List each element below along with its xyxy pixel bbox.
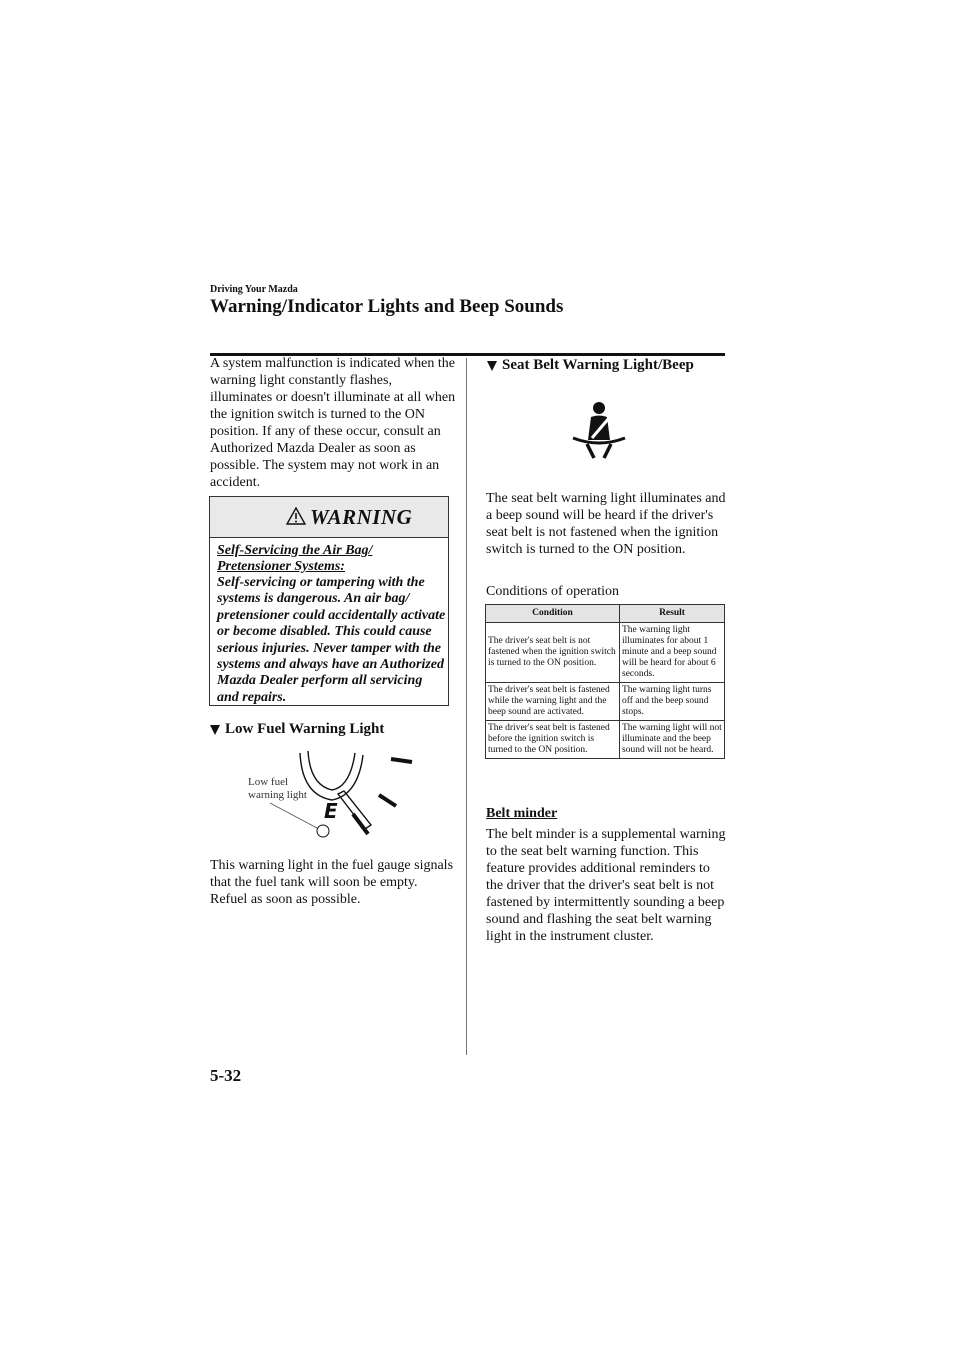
- low-fuel-heading: [210, 721, 384, 738]
- page-number: 5-32: [210, 1066, 242, 1085]
- fuel-callout-label: [248, 776, 307, 802]
- warning-triangle-icon: [286, 507, 306, 525]
- seat-belt-heading-text: Seat Belt Warning Light/Beep: [502, 357, 694, 373]
- table-cell-result: The warning light turns off and the beep sound stops.: [620, 683, 725, 721]
- belt-minder-heading: Belt minder: [486, 806, 558, 821]
- table-cell-result: The warning light will not illuminate and the beep sound will not be heard.: [620, 721, 725, 759]
- warning-subheading: Self-Servicing the Air Bag/ Pretensioner Systems:: [217, 543, 373, 574]
- warning-label: WARNING: [310, 505, 413, 529]
- table-row: [486, 623, 725, 683]
- table-cell-condition: The driver's seat belt is fastened while the warning light and the beep sound are activated.: [486, 683, 620, 721]
- fuel-callout-line2: warning light: [248, 789, 307, 801]
- table-header-condition: Condition: [486, 605, 620, 623]
- malfunction-paragraph: A system malfunction is indicated when the warning light constantly flashes, illuminates or doesn't illuminate at all when the ignition switch is turned to the ON position. If any of these occur, consult an Authorized Mazda Dealer as soon as possible. The system may not work in an accident.: [210, 356, 456, 490]
- column-divider: [466, 358, 467, 1055]
- belt-minder-text: The belt minder is a supplemental warning to the seat belt warning function. This feature provides additional reminders to the driver that the driver's seat belt is not fastened by intermittently sounding a beep sound and flashing the seat belt warning light in the instrument cluster.: [486, 827, 726, 944]
- low-fuel-text-line2: Refuel as soon as possible.: [210, 892, 361, 907]
- seat-belt-heading: [487, 357, 694, 374]
- table-header-result: Result: [620, 605, 725, 623]
- fuel-callout-line1: Low fuel: [248, 776, 289, 788]
- section-triangle-icon: [210, 725, 220, 735]
- conditions-label: Conditions of operation: [486, 584, 619, 599]
- table-row: [486, 683, 725, 721]
- table-header-row: [486, 605, 725, 623]
- page-title: Warning/Indicator Lights and Beep Sounds: [210, 296, 564, 317]
- low-fuel-text: [210, 857, 456, 908]
- low-fuel-heading-text: Low Fuel Warning Light: [225, 721, 385, 737]
- warning-box: [209, 496, 449, 706]
- section-triangle-icon: [487, 361, 497, 371]
- warning-body: Self-servicing or tampering with the systems is dangerous. An air bag/ pretensioner could accidentally activate or become disabled. This could cause serious injuries. Never tamper with the systems and always have an Authorized Mazda Dealer perform all servicing and repairs.: [217, 575, 446, 705]
- seat-belt-text: The seat belt warning light illuminates and a beep sound will be heard if the driver's seat belt is not fastened when the ignition switch is turned to the ON position.: [486, 491, 726, 557]
- warning-header: [210, 497, 448, 538]
- gauge-empty-letter: E: [324, 799, 338, 823]
- conditions-table: [485, 604, 725, 759]
- table-cell-result: The warning light illuminates for about 1 minute and a beep sound will be heard for about 6 seconds.: [620, 623, 725, 683]
- low-fuel-text-line1: This warning light in the fuel gauge signals that the fuel tank will soon be empty.: [210, 858, 454, 890]
- section-label: Driving Your Mazda: [210, 284, 298, 295]
- table-cell-condition: The driver's seat belt is not fastened when the ignition switch is turned to the ON position.: [486, 623, 620, 683]
- table-cell-condition: The driver's seat belt is fastened before the ignition switch is turned to the ON position.: [486, 721, 620, 759]
- table-row: [486, 721, 725, 759]
- seat-belt-icon: [567, 400, 631, 460]
